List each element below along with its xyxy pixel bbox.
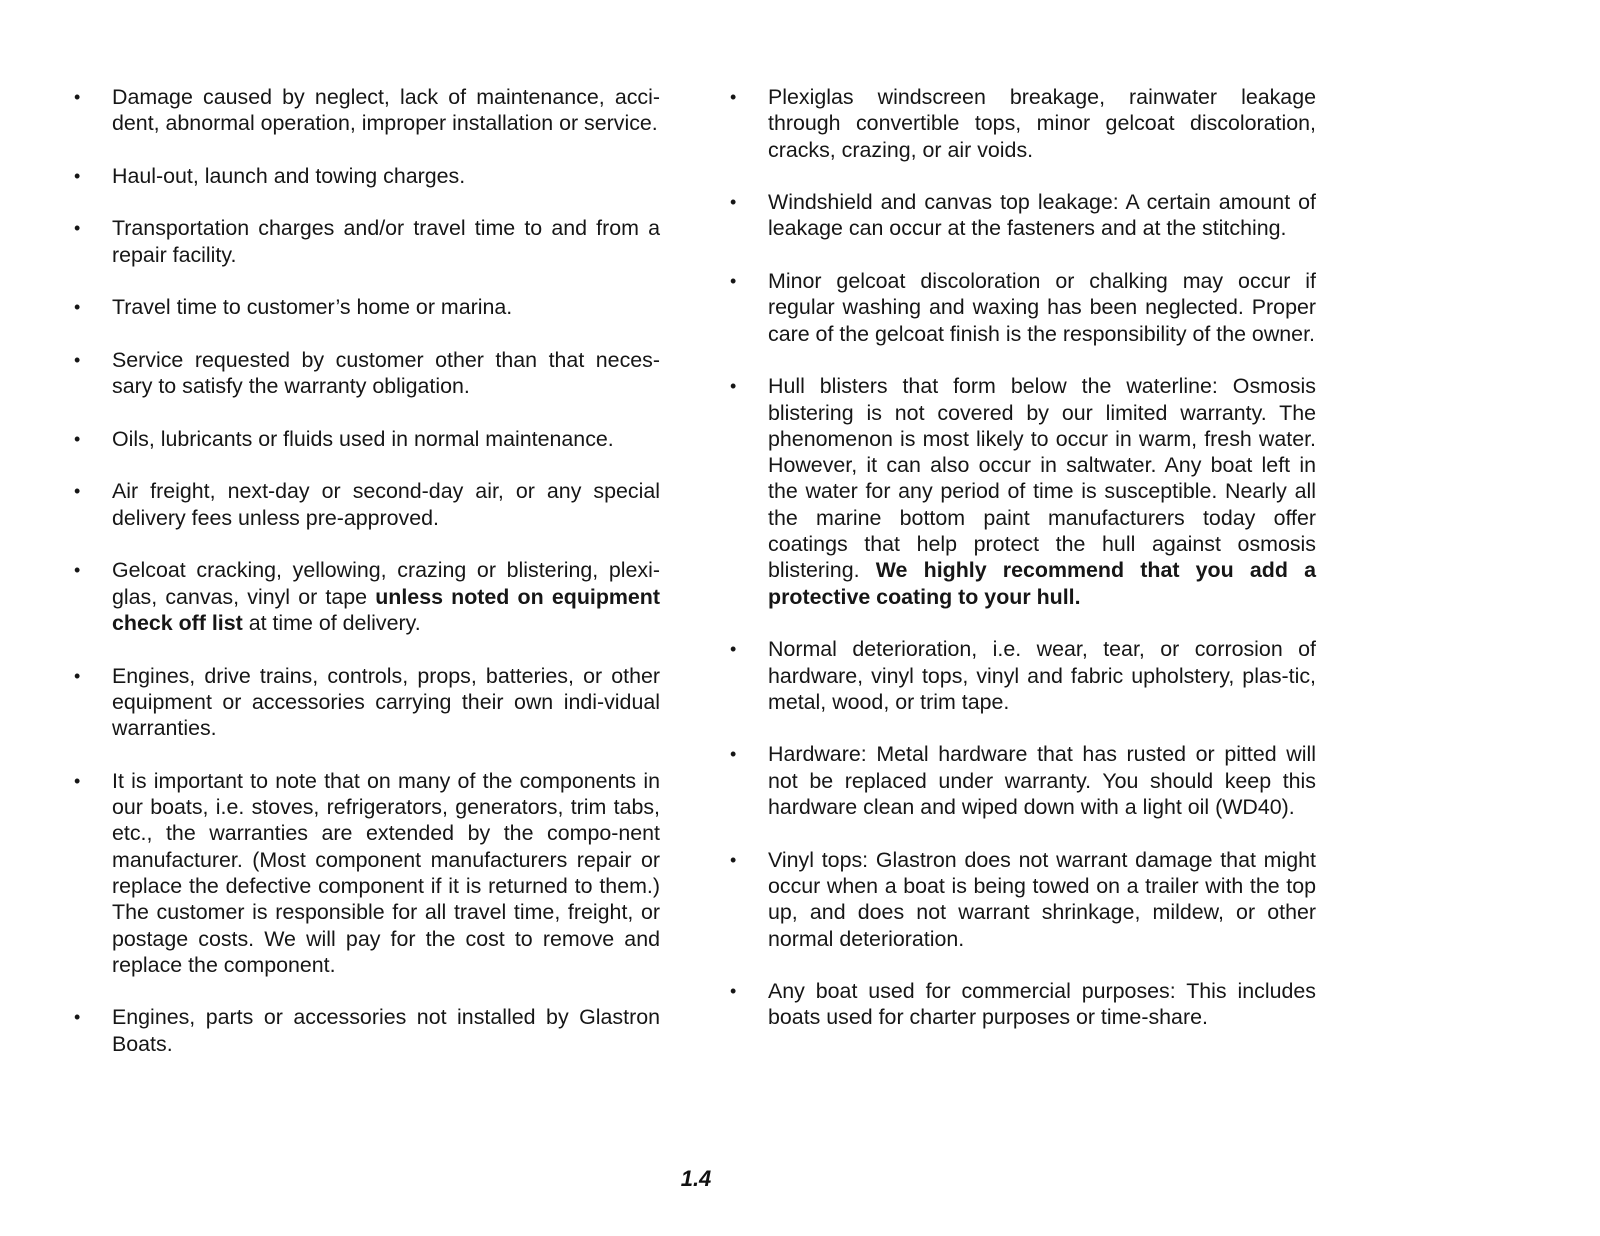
item-text: Travel time to customer’s home or marina.	[112, 295, 513, 320]
list-item	[74, 347, 660, 400]
list-item	[74, 478, 660, 531]
item-text-bold: unless noted on equipment check off list	[112, 584, 660, 635]
bullet: •	[730, 849, 737, 870]
item-text: Service requested by customer other than that neces-sary to satisfy the warranty obligation.	[112, 347, 660, 399]
bullet: •	[74, 665, 81, 686]
bullet: •	[74, 428, 81, 449]
bullet: •	[74, 165, 81, 186]
list-item	[730, 373, 1316, 610]
bullet: •	[730, 981, 737, 1002]
list-item	[730, 84, 1316, 163]
bullet: •	[730, 271, 737, 292]
item-text-tail: at time of delivery.	[242, 610, 421, 635]
list-item	[74, 557, 660, 636]
bullet: •	[730, 376, 737, 397]
item-text: Windshield and canvas top leakage: A certain amount of leakage can occur at the fasteners and at the stitching.	[768, 190, 1316, 241]
item-text: Hardware: Metal hardware that has rusted or pitted will not be replaced under warranty. You should keep this hardware clean and wiped down with a light oil (WD40).	[768, 742, 1316, 820]
item-text: Air freight, next-day or second-day air, or any special delivery fees unless pre-approved.	[112, 479, 660, 530]
item-text	[112, 558, 660, 635]
page-number: 1.4	[680, 1166, 712, 1191]
list-item	[730, 741, 1316, 820]
item-text-lead: Gelcoat cracking, yellowing, crazing or blistering, plexi-glas, canvas, vinyl or tape	[112, 558, 660, 609]
bullet: •	[74, 87, 81, 107]
bullet: •	[74, 560, 81, 581]
list-item	[74, 294, 660, 320]
item-text: Engines, parts or accessories not installed by Glastron Boats.	[112, 1005, 660, 1056]
bullet: •	[74, 218, 81, 239]
list-item	[74, 1004, 660, 1057]
item-text: Normal deterioration, i.e. wear, tear, or corrosion of hardware, vinyl tops, vinyl and fabric upholstery, plas-tic, metal, wood, or trim tape.	[768, 637, 1316, 714]
item-text: Engines, drive trains, controls, props, batteries, or other equipment or accessories carrying their own indi-vidual warranties.	[112, 663, 660, 741]
list-item	[74, 426, 660, 452]
bullet: •	[730, 87, 737, 107]
item-text: Damage caused by neglect, lack of maintenance, acci-dent, abnormal operation, improper installation or service.	[112, 85, 660, 136]
list-item	[730, 847, 1316, 952]
bullet: •	[74, 770, 81, 791]
item-text	[768, 374, 1316, 608]
item-text: Plexiglas windscreen breakage, rainwater leakage through convertible tops, minor gelcoat discoloration, cracks, crazing, or air voids.	[768, 85, 1316, 162]
left-column	[74, 84, 660, 1083]
bullet: •	[730, 192, 737, 213]
bullet: •	[730, 744, 737, 765]
item-text-bold: We highly recommend that you add a protective coating to your hull.	[768, 558, 1316, 609]
item-text: Oils, lubricants or fluids used in normal maintenance.	[112, 426, 614, 451]
list-item	[74, 215, 660, 268]
list-item	[730, 268, 1316, 347]
list-item	[74, 663, 660, 742]
bullet: •	[730, 639, 737, 660]
bullet: •	[74, 1007, 81, 1028]
list-item	[74, 768, 660, 978]
right-column	[730, 84, 1316, 1057]
item-text: Transportation charges and/or travel time to and from a repair facility.	[112, 216, 660, 267]
item-text: It is important to note that on many of the components in our boats, i.e. stoves, refrigerators, generators, trim tabs, etc., the warranties are extended by the compo-nent manufacturer. (Most component manufacturers repair or replace the defective component if it is returned to them.) The customer is responsible for all travel time, freight, or postage costs. We will pay for the cost to remove and replace the component.	[112, 768, 660, 977]
item-text: Minor gelcoat discoloration or chalking may occur if regular washing and waxing has been neglected. Proper care of the gelcoat finish is the responsibility of the owner.	[768, 269, 1316, 346]
list-item	[74, 84, 660, 137]
item-text: Haul-out, launch and towing charges.	[112, 163, 466, 188]
list-item	[730, 636, 1316, 715]
bullet: •	[74, 481, 81, 502]
list-item	[74, 163, 660, 189]
list-item	[730, 978, 1316, 1031]
item-text-lead: Hull blisters that form below the waterline: Osmosis blistering is not covered by our limited warranty. The phenomenon is most likely to occur in warm, fresh water. However, it can also occur in saltwater. Any boat left in the water for any period of time is susceptible. Nearly all the marine bottom paint manufacturers today offer coatings that help protect the hull against osmosis blistering.	[768, 374, 1316, 583]
list-item	[730, 189, 1316, 242]
bullet: •	[74, 349, 81, 370]
item-text: Any boat used for commercial purposes: This includes boats used for charter purposes or time-share.	[768, 979, 1316, 1030]
bullet: •	[74, 297, 81, 318]
item-text: Vinyl tops: Glastron does not warrant damage that might occur when a boat is being towed on a trailer with the top up, and does not warrant shrinkage, mildew, or other normal deterioration.	[768, 847, 1316, 951]
